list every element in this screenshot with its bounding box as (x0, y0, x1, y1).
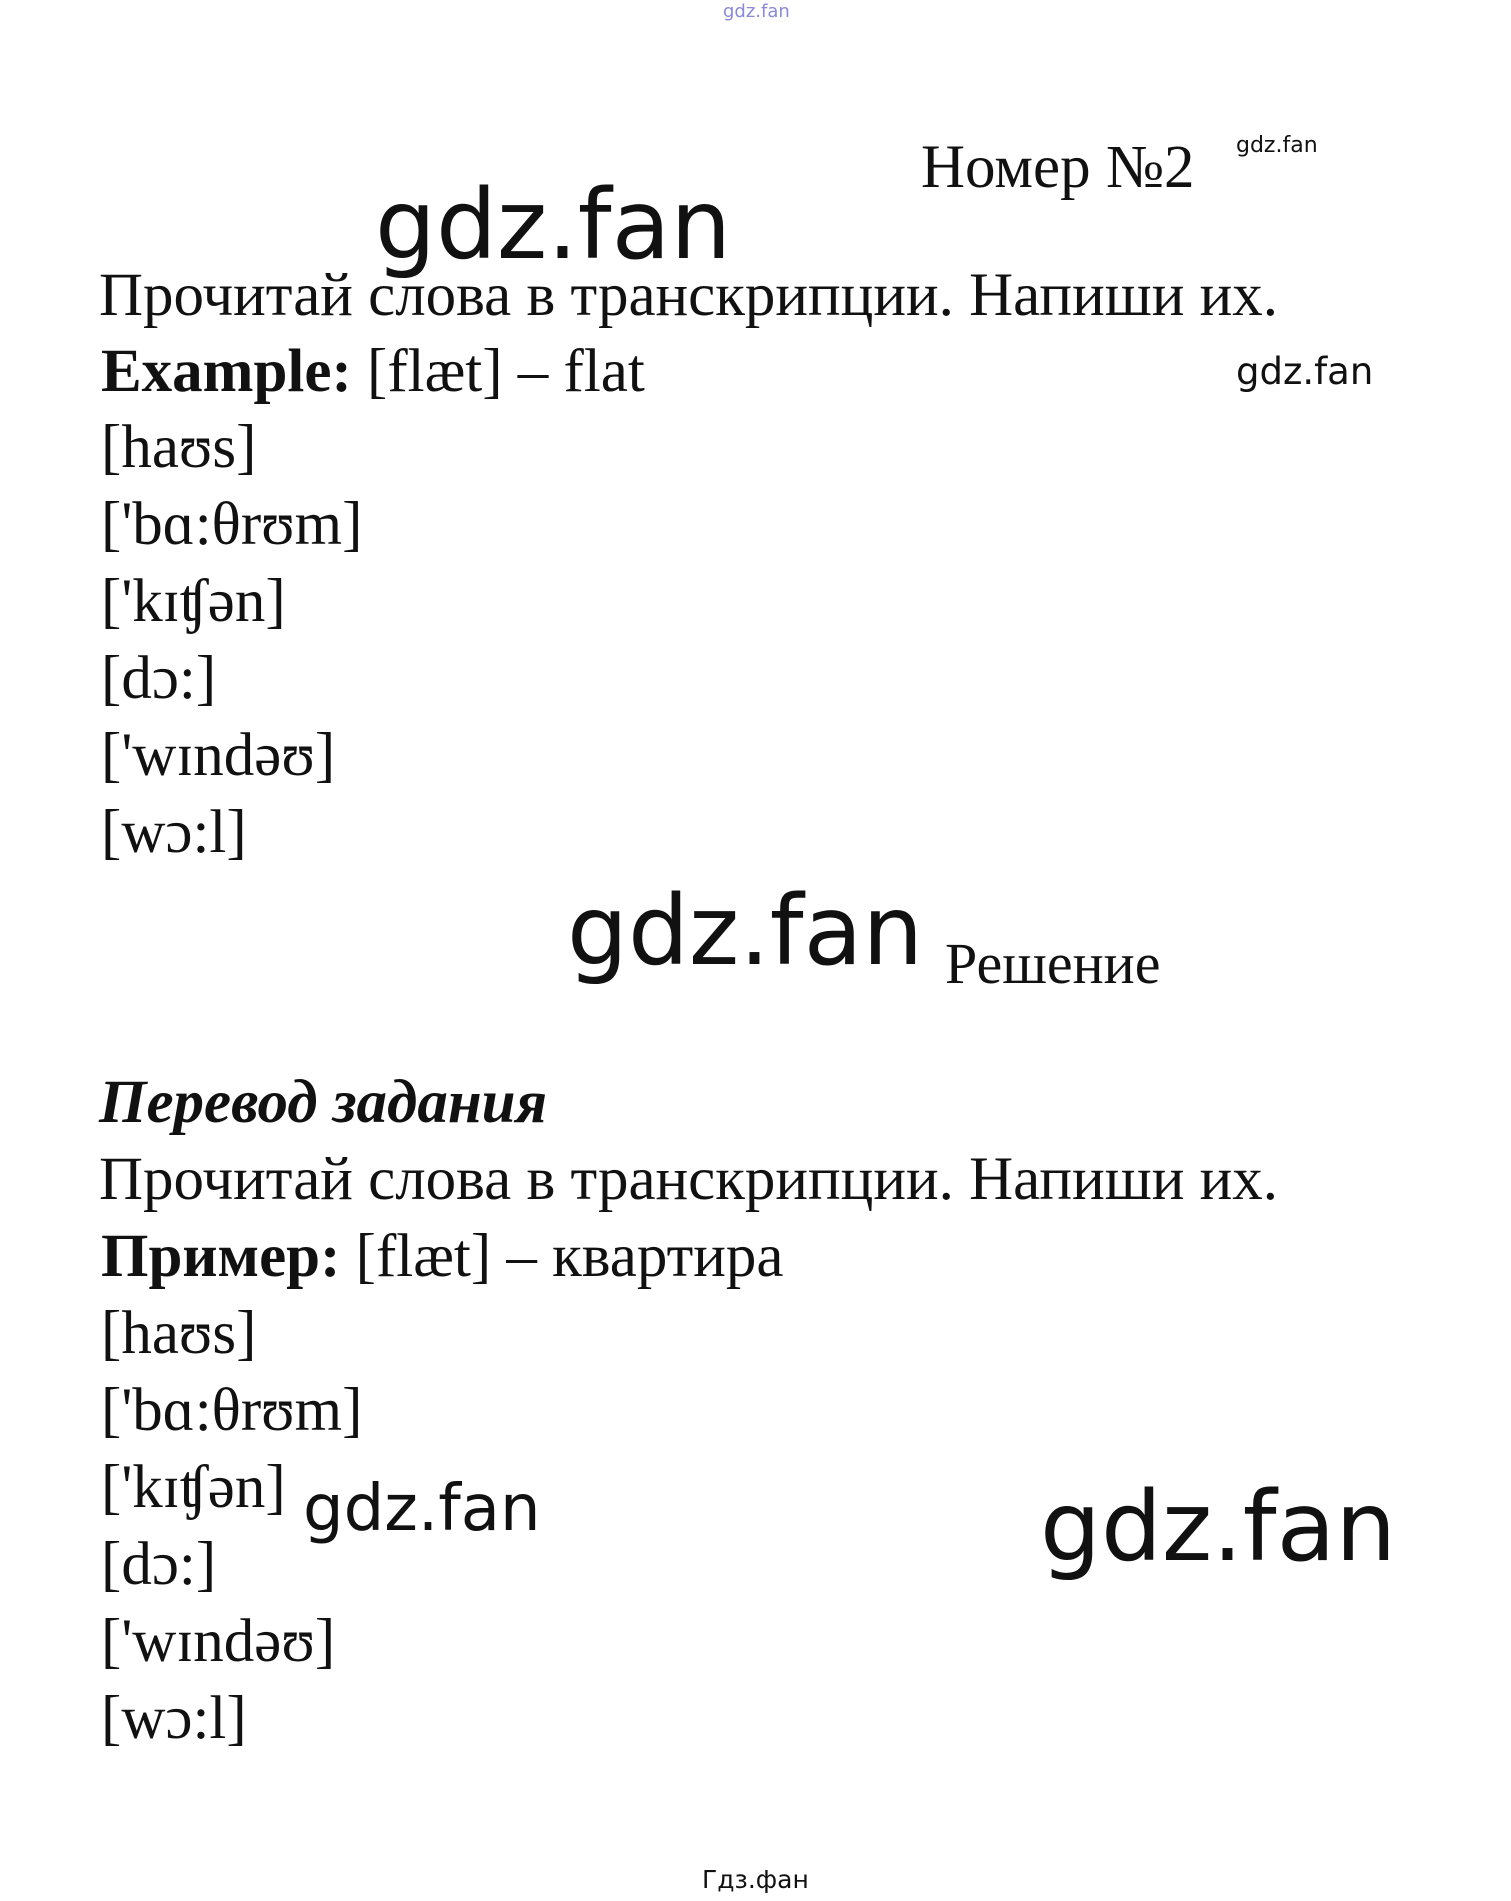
task-number-title: Номер №2 (921, 134, 1195, 201)
example-text: [flæt] – flat (367, 338, 645, 405)
translation-word: ['kɪʧən] (101, 1454, 286, 1521)
translation-word: [haʊs] (101, 1300, 257, 1367)
watermark-bottom-left: gdz.fan (303, 1472, 541, 1546)
example-label: Example: (101, 338, 352, 405)
task-word: ['bɑ:θrʊm] (101, 491, 363, 558)
translation-word: [dɔ:] (101, 1531, 217, 1598)
translation-word: ['wɪndəʊ] (101, 1608, 336, 1675)
watermark-big-top: gdz.fan (375, 169, 732, 281)
translation-example-label: Пример: (101, 1223, 341, 1290)
watermark-top: gdz.fan (723, 1, 790, 22)
task-word: [haʊs] (101, 414, 257, 481)
solution-label: Решение (945, 931, 1161, 996)
example-line (101, 338, 645, 405)
task-word: [dɔ:] (101, 645, 217, 712)
watermark-heading-small: gdz.fan (1236, 133, 1318, 158)
translation-word: [wɔ:l] (101, 1685, 247, 1752)
translation-instruction: Прочитай слова в транскрипции. Напиши их. (99, 1146, 1278, 1213)
task-word: ['kɪʧən] (101, 568, 286, 635)
watermark-example-side: gdz.fan (1236, 350, 1374, 393)
task-instruction: Прочитай слова в транскрипции. Напиши их. (99, 262, 1278, 329)
task-word: [wɔ:l] (101, 799, 247, 866)
translation-heading: Перевод задания (99, 1069, 548, 1136)
watermark-bottom-right: gdz.fan (1040, 1471, 1397, 1583)
footer-text: Гдз.фан (702, 1865, 809, 1894)
translation-example-line (101, 1223, 784, 1290)
task-word: ['wɪndəʊ] (101, 722, 336, 789)
translation-example-text: [flæt] – квартира (355, 1223, 784, 1290)
translation-word: ['bɑ:θrʊm] (101, 1377, 363, 1444)
watermark-middle: gdz.fan (567, 875, 924, 987)
